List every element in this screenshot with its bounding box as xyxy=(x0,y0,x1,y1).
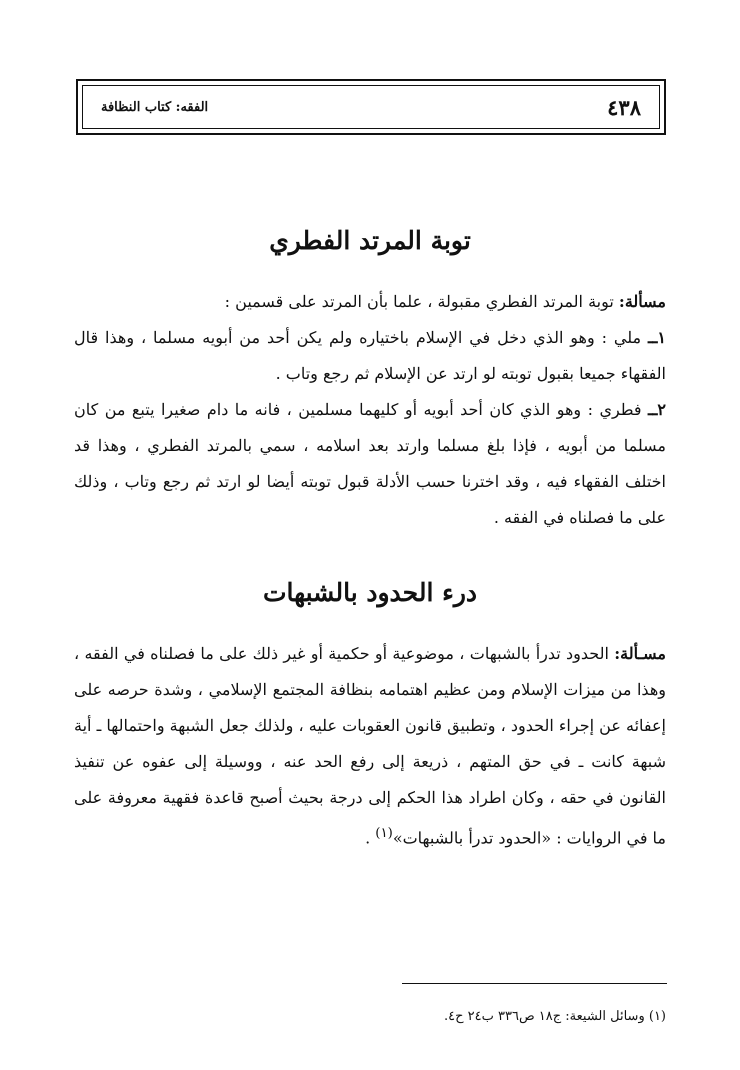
footnote: (١) وسائل الشيعة: ج١٨ ص٣٣٦ ب٢٤ ح٤. xyxy=(443,1009,666,1024)
paragraph-item-2 xyxy=(74,392,666,536)
page-header xyxy=(82,85,660,129)
item-1-number: ١ــ xyxy=(648,328,666,347)
paragraph-question xyxy=(74,284,666,320)
item-1-text: ملي : وهو الذي دخل في الإسلام باختياره ولم يكن أحد من أبويه مسلما ، وهذا قال الفقهاء جميعا بقبول توبته لو ارتد عن الإسلام ثم رجع وتاب . xyxy=(74,328,666,383)
question-label: مسألة: xyxy=(618,292,666,311)
question-label-2: مسـألة: xyxy=(614,644,666,663)
footnote-divider xyxy=(402,983,667,984)
item-2-text: فطري : وهو الذي كان أحد أبويه أو كليهما مسلمين ، فانه ما دام صغيرا يتبع من كان مسلما من أبويه ، فإذا بلغ مسلما وارتد بعد اسلامه ، سمي بالمرتد الفطري ، وهذا قد اختلف الفقهاء فيه ، وقد اخترنا حسب الأدلة قبول توبته أيضا لو ارتد ثم رجع وتاب ، وذلك على ما فصلناه في الفقه . xyxy=(74,400,666,527)
section-heading-hudud: درء الحدود بالشبهات xyxy=(262,578,478,607)
section-heading-repentance: توبة المرتد الفطري xyxy=(269,226,471,255)
hudud-text: الحدود تدرأ بالشبهات ، موضوعية أو حكمية أو غير ذلك على ما فصلناه في الفقه ، وهذا من ميزات الإسلام ومن عظيم اهتمامه بنظافة المجتمع الإسلامي ، وشدة حرصه على إعفائه عن إجراء الحدود ، وتطبيق قانون العقوبات عليه ، ولذلك جعل الشبهة واحتمالها ـ أية شبهة كانت ـ في حق المتهم ، ذريعة إلى رفع الحد عنه ، ووسيلة إلى عفوه عن تنفيذ القانون في حقه ، وكان اطراد هذا الحكم إلى درجة بحيث أصبح قاعدة فقهية معروفة على ما في الروايات : «الحدود تدرأ بالشبهات» xyxy=(74,644,666,848)
page-header-frame xyxy=(76,79,666,135)
item-2-number: ٢ــ xyxy=(648,400,666,419)
paragraph-hudud xyxy=(74,636,666,856)
running-title: الفقه: كتاب النظافة xyxy=(101,99,209,115)
paragraph-item-1 xyxy=(74,320,666,392)
page-number: ٤٣٨ xyxy=(607,94,641,120)
footnote-marker: (١) xyxy=(375,826,393,841)
paragraph-ending: . xyxy=(365,828,376,848)
question-text: توبة المرتد الفطري مقبولة ، علما بأن المرتد على قسمين : xyxy=(224,292,619,311)
